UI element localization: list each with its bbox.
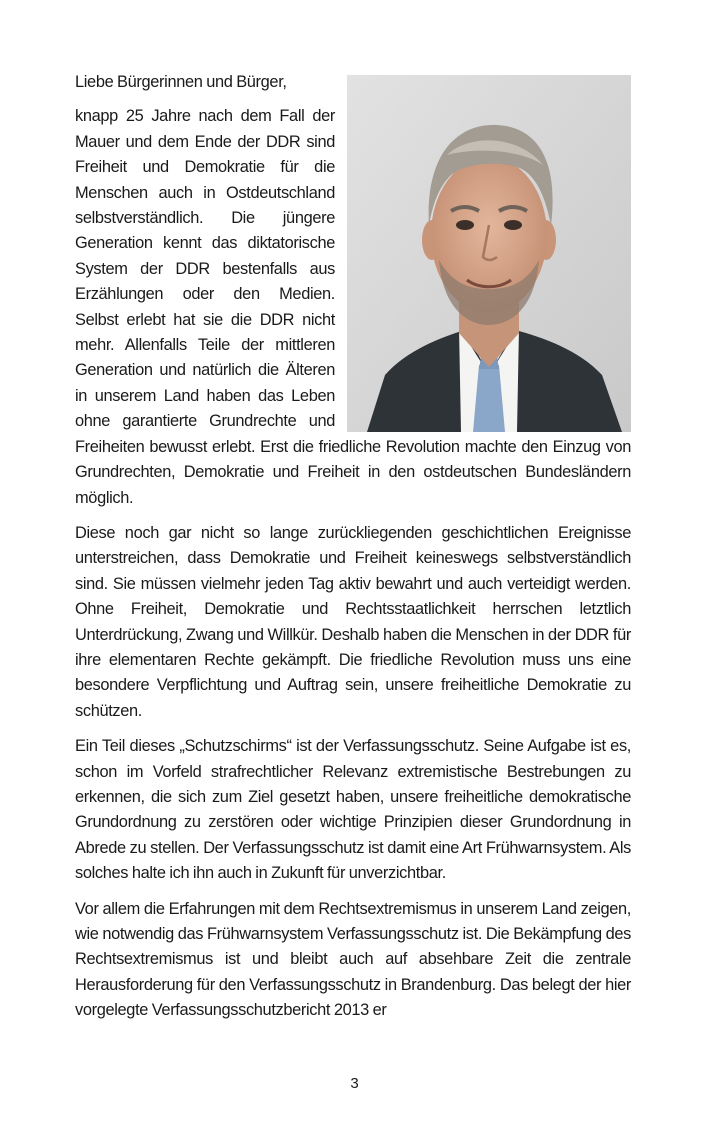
paragraph-4: Vor allem die Erfahrungen mit dem Rechtsextremismus in unserem Land zeigen, wie notwendig das Frühwarnsystem Verfassungsschutz ist. Die Bekämpfung des Rechtsextremismus ist und bleibt auch auf absehbare Zeit die zentrale Herausforderung für den Verfassungsschutz in Brandenburg. Das belegt der hier vorgelegte Verfassungsschutzbericht 2013 er	[75, 899, 631, 1020]
page-number: 3	[350, 1075, 359, 1092]
portrait-photo	[347, 75, 631, 432]
paragraph-3: Ein Teil dieses „Schutzschirms“ ist der Verfassungsschutz. Seine Aufgabe ist es, schon im Vorfeld strafrechtlicher Relevanz extremistische Bestrebungen zu erkennen, die sich zum Ziel gesetzt haben, unsere freiheitliche demokratische Grundordnung zu zerstören oder wichtige Prinzipien dieser Grundordnung in Abrede zu stellen. Der Verfassungsschutz ist damit eine Art Frühwarnsystem. Als solches halte ich ihn auch in Zukunft für unverzichtbar.	[75, 737, 631, 883]
letter-body	[75, 70, 631, 1034]
paragraph-2: Diese noch gar nicht so lange zurückliegenden geschichtlichen Ereignisse unterstreichen, dass Demokratie und Freiheit keineswegs selbstverständlich sind. Sie müssen vielmehr jeden Tag aktiv bewahrt und auch verteidigt werden. Ohne Freiheit, Demokratie und Rechtsstaatlichkeit herrschen letztlich Unterdrückung, Zwang und Willkür. Deshalb haben die Menschen in der DDR für ihre elementaren Rechte gekämpft. Die friedliche Revolution muss uns eine besondere Verpflichtung und Auftrag sein, unsere freiheitliche Demokratie zu schützen.	[75, 523, 631, 720]
salutation: Liebe Bürgerinnen und Bürger,	[75, 73, 287, 91]
paragraph-1: knapp 25 Jahre nach dem Fall der Mauer und dem Ende der DDR sind Freiheit und Demokratie für die Menschen auch in Ostdeutschland selbstverständlich. Die jüngere Generation kennt das diktatorische System der DDR bestenfalls aus Erzählungen oder den Medien. Selbst erlebt hat sie die DDR nicht mehr. Allenfalls Teile der mittleren Generation und natürlich die Älteren in unserem Land haben das Leben ohne garantierte Grundrechte und Freiheiten bewusst erlebt. Erst die friedliche Revolution machte den Einzug von Grundrechten, Demokratie und Freiheit in den ostdeutschen Bundesländern möglich.	[75, 107, 631, 507]
